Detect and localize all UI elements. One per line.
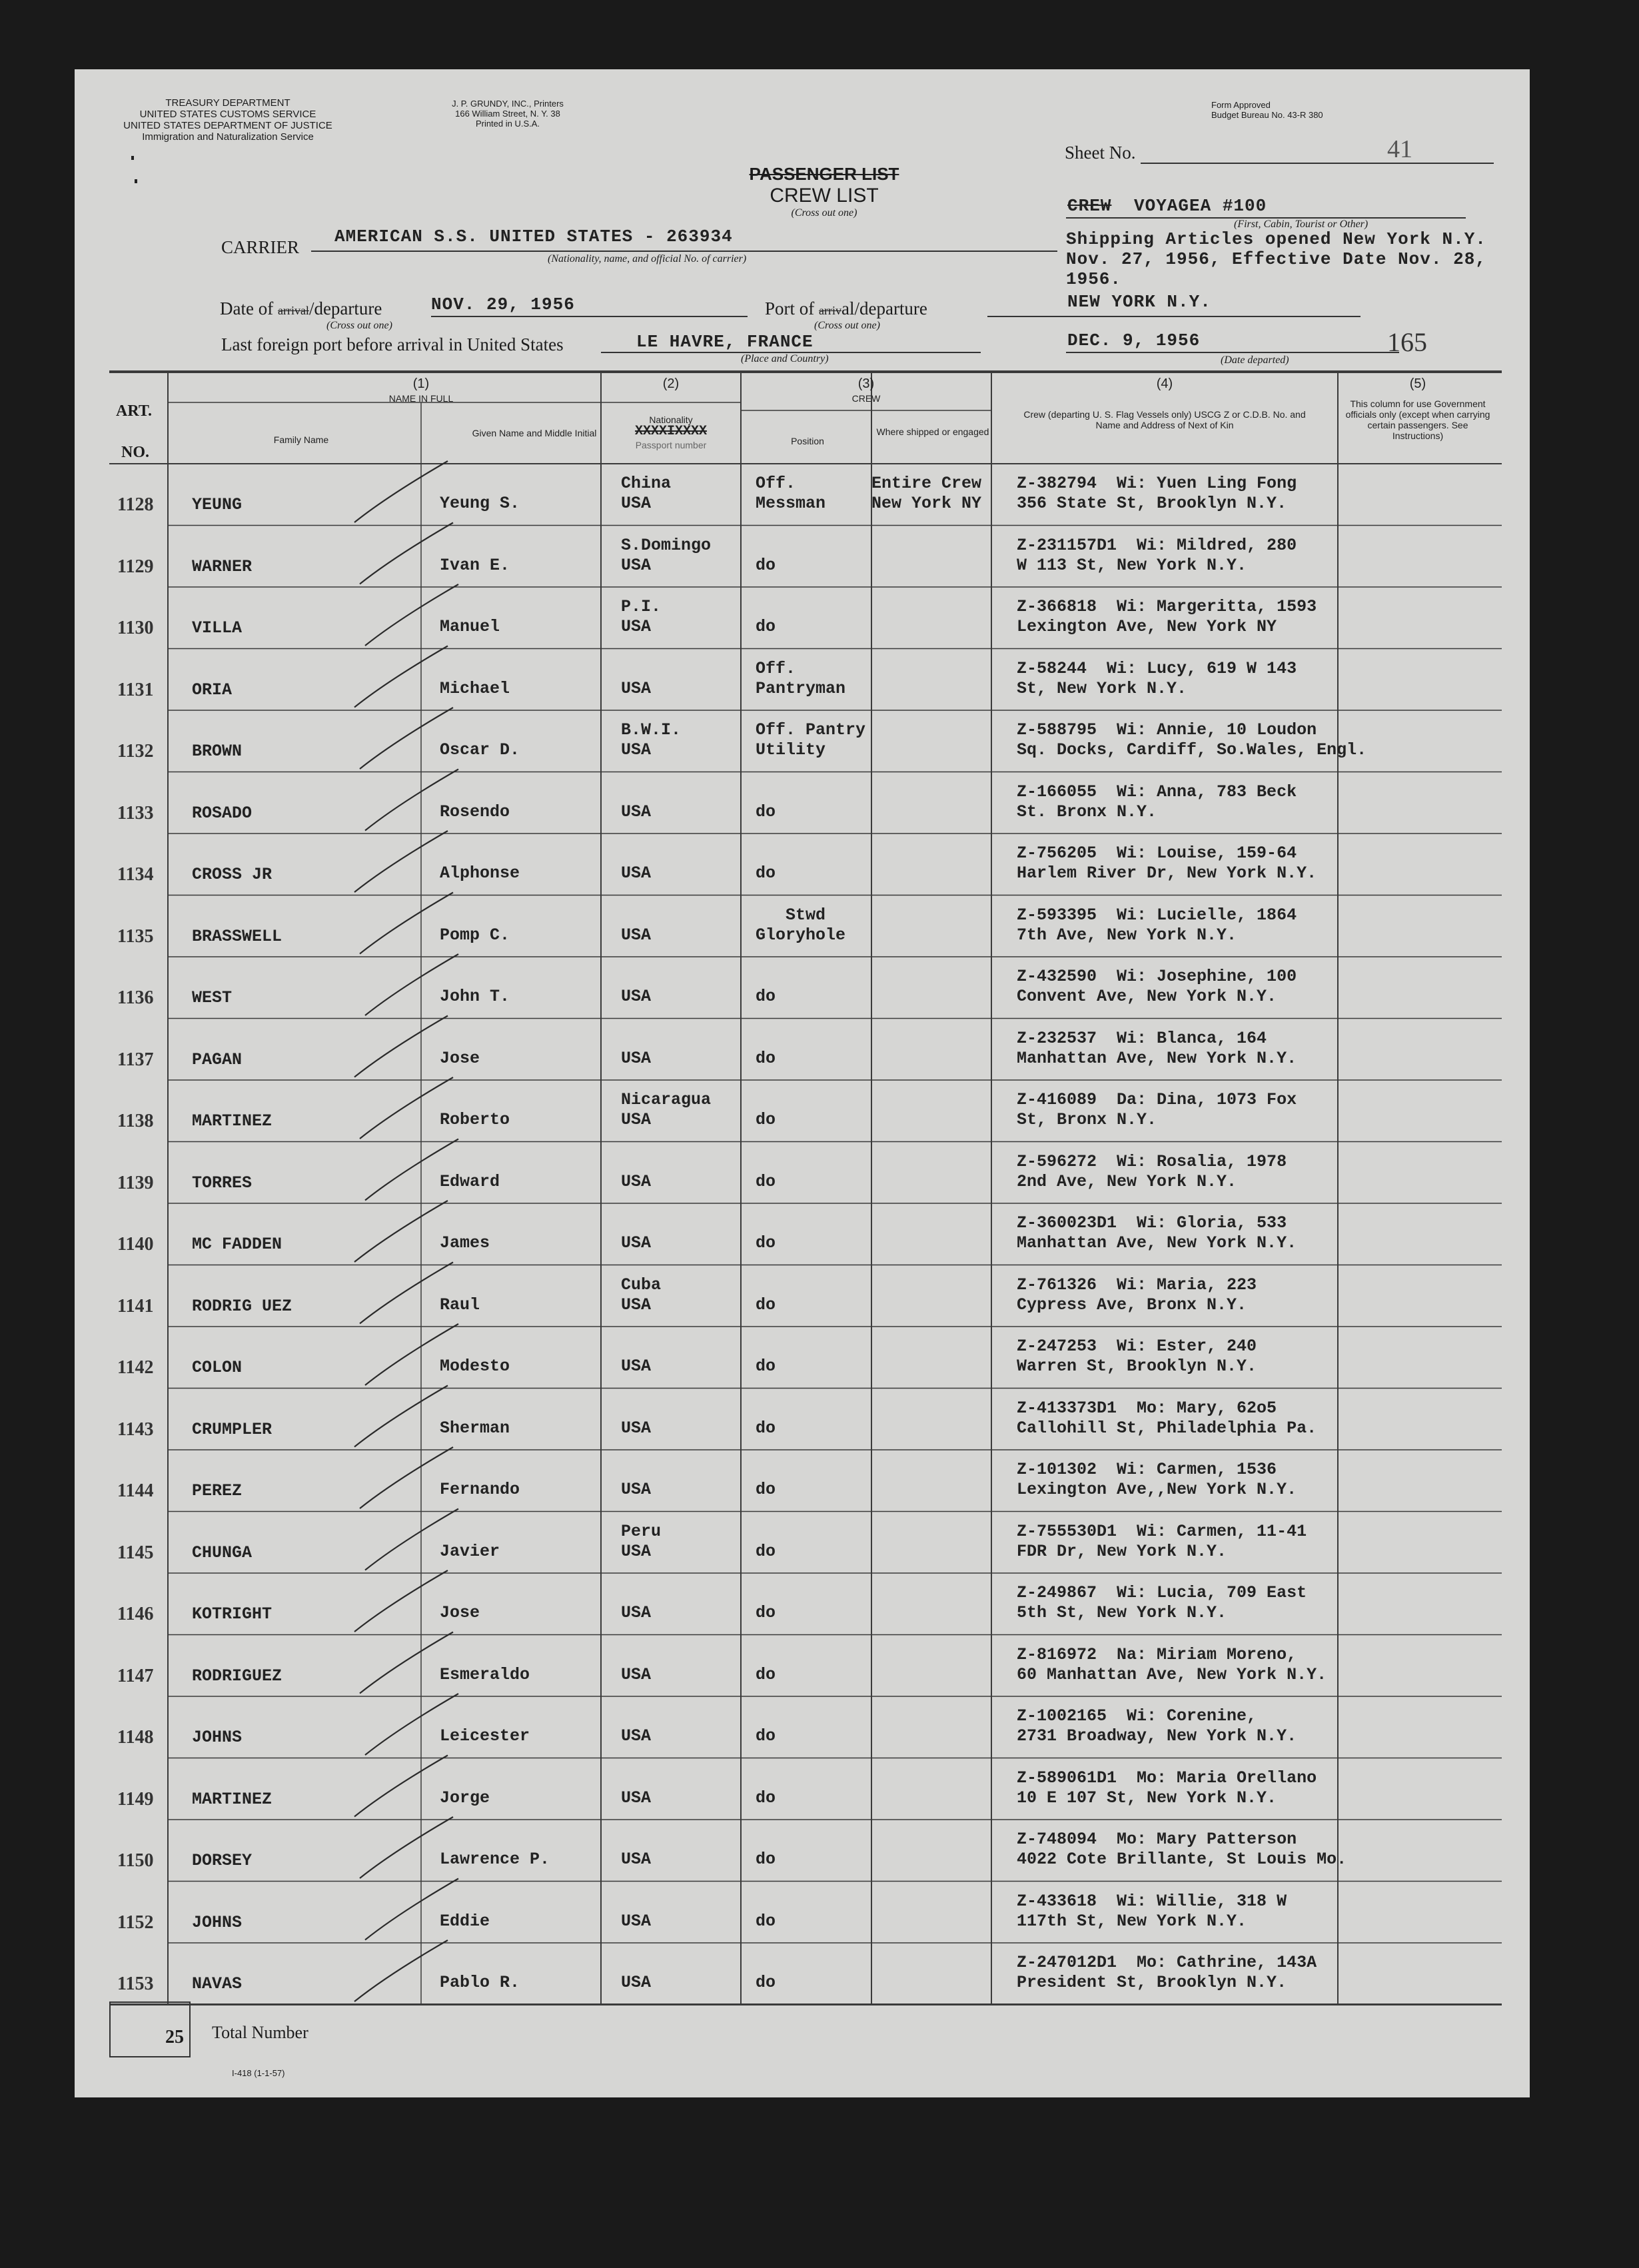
family-name: ORIA: [192, 680, 233, 700]
nationality: USA: [621, 1357, 652, 1376]
nationality: USA: [621, 1110, 652, 1129]
next-of-kin-line-2: Manhattan Ave, New York N.Y.: [1017, 1048, 1297, 1068]
check-mark: [354, 646, 448, 708]
next-of-kin-line-1: Z-755530D1 Wi: Carmen, 11-41: [1017, 1521, 1307, 1541]
position: do: [756, 1603, 776, 1622]
family-name: CRUMPLER: [192, 1419, 273, 1439]
sheet-number: 41: [1387, 135, 1412, 163]
last-port-label: Last foreign port before arrival in United States: [221, 334, 564, 354]
nationality: USA: [621, 1726, 652, 1746]
date-departed-value: DEC. 9, 1956: [1067, 330, 1201, 350]
col3-title: CREW: [851, 393, 881, 404]
agency-line: Immigration and Naturalization Service: [142, 131, 314, 143]
nationality: USA: [621, 987, 652, 1006]
given-name: Ivan E.: [440, 555, 510, 575]
next-of-kin-line-1: Z-231157D1 Wi: Mildred, 280: [1017, 535, 1297, 555]
family-name: PAGAN: [192, 1049, 243, 1069]
articles-line-1: Shipping Articles opened New York N.Y.: [1066, 229, 1486, 249]
check-mark: [354, 461, 448, 522]
given-name: Michael: [440, 678, 510, 698]
next-of-kin-line-2: 117th St, New York N.Y.: [1017, 1911, 1247, 1931]
next-of-kin-line-1: Z-432590 Wi: Josephine, 100: [1017, 967, 1297, 986]
position: do: [756, 617, 776, 636]
nationality: USA: [621, 678, 652, 698]
date-value: NOV. 29, 1956: [431, 294, 575, 314]
nationality-origin: Peru: [621, 1521, 662, 1541]
next-of-kin-line-2: Cypress Ave, Bronx N.Y.: [1017, 1295, 1247, 1315]
check-mark: [360, 1263, 453, 1324]
family-name: MARTINEZ: [192, 1111, 273, 1131]
family-name: CROSS JR: [192, 865, 273, 884]
next-of-kin-line-1: Z-816972 Na: Miriam Moreno,: [1017, 1644, 1297, 1664]
col2-struck: XXXXIXXXX: [634, 424, 708, 439]
nationality: USA: [621, 1850, 652, 1869]
family-name: JOHNS: [192, 1728, 243, 1747]
given-name: Manuel: [440, 617, 500, 636]
next-of-kin-line-2: 2nd Ave, New York N.Y.: [1017, 1171, 1237, 1191]
family-name: YEUNG: [192, 495, 243, 514]
art-number: 1150: [117, 1850, 154, 1871]
art-number: 1146: [117, 1604, 154, 1624]
col1-number: (1): [412, 376, 430, 391]
art-number: 1144: [117, 1480, 154, 1501]
date-departed-hint: (Date departed): [1221, 354, 1289, 366]
given-name: Pablo R.: [440, 1973, 520, 1992]
check-mark: [360, 893, 453, 954]
col4-title: Crew (departing U. S. Flag Vessels only) USCG Z or C.D.B. No. and Name and Address of Next of Kin: [1023, 409, 1306, 430]
where-shipped-line-2: New York NY: [871, 494, 982, 513]
given-name: Edward: [440, 1171, 500, 1191]
nationality: USA: [621, 1788, 652, 1808]
art-number: 1132: [117, 741, 154, 762]
art-number: 1131: [117, 679, 154, 700]
next-of-kin-line-1: Z-249867 Wi: Lucia, 709 East: [1017, 1583, 1307, 1602]
next-of-kin-line-1: Z-416089 Da: Dina, 1073 Fox: [1017, 1090, 1297, 1109]
art-number: 1143: [117, 1418, 154, 1440]
given-name: Sherman: [440, 1418, 510, 1438]
next-of-kin-line-2: 2731 Broadway, New York N.Y.: [1017, 1726, 1297, 1746]
printer-line: Printed in U.S.A.: [475, 119, 540, 129]
next-of-kin-line-2: Harlem River Dr, New York N.Y.: [1017, 863, 1317, 883]
title-struck: PASSENGER LIST: [749, 164, 899, 184]
voyage-value: VOYAGEA #100: [1134, 196, 1267, 216]
position: Gloryhole: [756, 925, 846, 945]
form-title: CREW LIST: [770, 185, 879, 207]
art-number: 1148: [117, 1727, 154, 1748]
port-hint: (Cross out one): [814, 320, 880, 331]
col1-family: Family Name: [273, 434, 329, 445]
art-number: 1141: [117, 1295, 154, 1317]
given-name: Jose: [440, 1603, 480, 1622]
next-of-kin-line-2: Callohill St, Philadelphia Pa.: [1017, 1418, 1317, 1438]
family-name: VILLA: [192, 618, 243, 638]
carrier-hint: (Nationality, name, and official No. of carrier): [548, 253, 747, 265]
family-name: DORSEY: [192, 1851, 253, 1870]
total-label: Total Number: [212, 2023, 308, 2042]
check-mark: [354, 1201, 448, 1262]
nationality: USA: [621, 1480, 652, 1499]
next-of-kin-line-2: St. Bronx N.Y.: [1017, 802, 1157, 822]
given-name: Esmeraldo: [440, 1664, 530, 1684]
printer-line: 166 William Street, N. Y. 38: [455, 109, 560, 119]
form-approved-line: Budget Bureau No. 43-R 380: [1211, 110, 1323, 120]
given-name: John T.: [440, 987, 510, 1006]
check-mark: [360, 1077, 453, 1139]
next-of-kin-line-1: Z-360023D1 Wi: Gloria, 533: [1017, 1213, 1287, 1233]
next-of-kin-line-2: FDR Dr, New York N.Y.: [1017, 1541, 1227, 1561]
art-number: 1133: [117, 802, 154, 824]
check-mark: [354, 1756, 448, 1817]
position: do: [756, 1973, 776, 1992]
next-of-kin-line-2: Sq. Docks, Cardiff, So.Wales, Engl.: [1017, 740, 1367, 760]
next-of-kin-line-2: 60 Manhattan Ave, New York N.Y.: [1017, 1664, 1327, 1684]
nationality: USA: [621, 1171, 652, 1191]
art-number: 1134: [117, 864, 154, 885]
nationality: USA: [621, 1295, 652, 1315]
nationality: USA: [621, 1603, 652, 1622]
position-line-1: Off.: [756, 474, 796, 493]
nationality: USA: [621, 740, 652, 760]
check-mark: [360, 1632, 453, 1694]
next-of-kin-line-2: 5th St, New York N.Y.: [1017, 1603, 1227, 1622]
agency-line: UNITED STATES CUSTOMS SERVICE: [139, 109, 316, 120]
family-name: COLON: [192, 1358, 243, 1377]
check-mark: [354, 1386, 448, 1447]
next-of-kin-line-1: Z-166055 Wi: Anna, 783 Beck: [1017, 782, 1297, 802]
next-of-kin-line-1: Z-232537 Wi: Blanca, 164: [1017, 1028, 1267, 1048]
sheet-label: Sheet No.: [1065, 143, 1136, 163]
nationality-origin: Cuba: [621, 1275, 662, 1295]
col3-number: (3): [857, 376, 875, 391]
check-mark: [360, 708, 453, 769]
position: Utility: [756, 740, 826, 760]
family-name: TORRES: [192, 1173, 253, 1193]
nationality-origin: S.Domingo: [621, 535, 712, 555]
date-label-post: /departure: [308, 298, 382, 318]
table-grid: [75, 69, 1530, 2097]
given-name: Oscar D.: [440, 740, 520, 760]
next-of-kin-line-1: Z-596272 Wi: Rosalia, 1978: [1017, 1151, 1287, 1171]
nationality: USA: [621, 494, 652, 513]
given-name: Javier: [440, 1541, 500, 1561]
next-of-kin-line-2: Lexington Ave,,New York N.Y.: [1017, 1480, 1297, 1499]
given-name: Jorge: [440, 1788, 490, 1808]
art-number: 1153: [117, 1974, 154, 1994]
carrier-value: AMERICAN S.S. UNITED STATES - 263934: [334, 227, 733, 247]
position: do: [756, 1418, 776, 1438]
form-approved-line: Form Approved: [1211, 100, 1271, 110]
family-name: BROWN: [192, 742, 243, 761]
art-header: ART.: [116, 402, 153, 420]
col1-title: NAME IN FULL: [388, 393, 454, 404]
date-label-struck: arrival: [277, 304, 309, 317]
nationality: USA: [621, 1973, 652, 1992]
given-name: Alphonse: [440, 863, 520, 883]
position: Messman: [756, 494, 826, 513]
position: do: [756, 1541, 776, 1561]
total-value: 25: [165, 2027, 184, 2047]
nationality-origin: China: [621, 474, 672, 493]
nationality: USA: [621, 617, 652, 636]
col2-number: (2): [662, 376, 680, 391]
position-line-1: Stwd: [756, 905, 826, 925]
next-of-kin-line-1: Z-588795 Wi: Annie, 10 Loudon: [1017, 720, 1317, 740]
family-name: JOHNS: [192, 1912, 243, 1932]
family-name: PEREZ: [192, 1481, 243, 1500]
next-of-kin-line-2: Convent Ave, New York N.Y.: [1017, 987, 1277, 1006]
position: do: [756, 555, 776, 575]
port-value: NEW YORK N.Y.: [1067, 292, 1211, 312]
family-name: MC FADDEN: [192, 1235, 282, 1254]
art-number: 1149: [117, 1788, 154, 1810]
next-of-kin-line-2: 4022 Cote Brillante, St Louis Mo.: [1017, 1850, 1347, 1869]
next-of-kin-line-2: 356 State St, Brooklyn N.Y.: [1017, 494, 1287, 513]
nationality: USA: [621, 555, 652, 575]
title-hint: (Cross out one): [791, 207, 857, 219]
art-number: 1130: [117, 618, 154, 638]
nationality-origin: P.I.: [621, 597, 662, 616]
next-of-kin-line-1: Z-589061D1 Mo: Maria Orellano: [1017, 1768, 1317, 1788]
art-number: 1129: [117, 556, 154, 577]
next-of-kin-line-1: Z-366818 Wi: Margeritta, 1593: [1017, 597, 1317, 616]
nationality: USA: [621, 802, 652, 822]
agency-line: TREASURY DEPARTMENT: [165, 97, 290, 109]
port-label-post: al/departure: [841, 298, 927, 318]
given-name: Raul: [440, 1295, 480, 1315]
family-name: MARTINEZ: [192, 1789, 273, 1809]
check-mark: [360, 1817, 453, 1878]
art-number: 1145: [117, 1542, 154, 1563]
given-name: Eddie: [440, 1911, 490, 1931]
crew-list-form: [75, 69, 1530, 2097]
art-number: 1139: [117, 1172, 154, 1193]
next-of-kin-line-1: Z-382794 Wi: Yuen Ling Fong: [1017, 474, 1297, 493]
check-mark: [354, 1570, 448, 1632]
class-hint: (First, Cabin, Tourist or Other): [1234, 219, 1368, 230]
next-of-kin-line-2: W 113 St, New York N.Y.: [1017, 555, 1247, 575]
art-number: 1140: [117, 1234, 154, 1255]
articles-line-2: Nov. 27, 1956, Effective Date Nov. 28, 1956.: [1066, 249, 1486, 289]
nationality: USA: [621, 1664, 652, 1684]
no-header: NO.: [121, 444, 149, 461]
position-line-1: Off.: [756, 658, 796, 678]
next-of-kin-line-1: Z-433618 Wi: Willie, 318 W: [1017, 1891, 1287, 1911]
nationality: USA: [621, 1418, 652, 1438]
next-of-kin-line-1: Z-1002165 Wi: Corenine,: [1017, 1706, 1257, 1726]
col3-position: Position: [791, 436, 824, 446]
form-code: I-418 (1-1-57): [232, 2068, 285, 2078]
art-number: 1135: [117, 925, 154, 947]
nationality-origin: Nicaragua: [621, 1090, 712, 1109]
stamp-number: 165: [1387, 327, 1427, 357]
position: do: [756, 1110, 776, 1129]
col5-number: (5): [1409, 376, 1426, 391]
next-of-kin-line-2: St, New York N.Y.: [1017, 678, 1187, 698]
date-label-pre: Date of: [220, 298, 274, 318]
position: do: [756, 1726, 776, 1746]
position: do: [756, 802, 776, 822]
art-number: 1152: [117, 1912, 154, 1933]
given-name: Roberto: [440, 1110, 510, 1129]
check-mark: [354, 831, 448, 892]
next-of-kin-line-2: Lexington Ave, New York NY: [1017, 617, 1277, 636]
family-name: KOTRIGHT: [192, 1604, 273, 1624]
last-port-hint: (Place and Country): [741, 353, 829, 364]
position: do: [756, 1233, 776, 1253]
given-name: Yeung S.: [440, 494, 520, 513]
where-shipped-line-1: Entire Crew: [871, 474, 982, 493]
nationality: USA: [621, 925, 652, 945]
family-name: WEST: [192, 988, 233, 1007]
next-of-kin-line-1: Z-756205 Wi: Louise, 159-64: [1017, 844, 1297, 863]
next-of-kin-line-1: Z-748094 Mo: Mary Patterson: [1017, 1830, 1297, 1849]
check-mark: [354, 1016, 448, 1077]
next-of-kin-line-2: 10 E 107 St, New York N.Y.: [1017, 1788, 1277, 1808]
art-number: 1142: [117, 1357, 154, 1378]
art-number: 1147: [117, 1665, 154, 1686]
family-name: ROSADO: [192, 803, 253, 823]
date-hint: (Cross out one): [326, 320, 392, 331]
check-mark: [360, 1447, 453, 1508]
next-of-kin-line-2: 7th Ave, New York N.Y.: [1017, 925, 1237, 945]
next-of-kin-line-1: Z-593395 Wi: Lucielle, 1864: [1017, 905, 1297, 925]
family-name: RODRIGUEZ: [192, 1666, 282, 1686]
total-box: [109, 2001, 191, 2057]
check-mark: [354, 1940, 448, 2001]
next-of-kin-line-1: Z-247253 Wi: Ester, 240: [1017, 1337, 1257, 1356]
position: do: [756, 1357, 776, 1376]
family-name: RODRIG UEZ: [192, 1296, 292, 1316]
next-of-kin-line-1: Z-761326 Wi: Maria, 223: [1017, 1275, 1257, 1295]
col2-sub: Passport number: [635, 440, 707, 450]
col2-title: Nationality: [649, 414, 693, 425]
family-name: CHUNGA: [192, 1542, 253, 1562]
nationality-origin: B.W.I.: [621, 720, 682, 740]
position: do: [756, 1295, 776, 1315]
nationality: USA: [621, 863, 652, 883]
next-of-kin-line-2: Manhattan Ave, New York N.Y.: [1017, 1233, 1297, 1253]
col3-where: Where shipped or engaged: [876, 426, 989, 437]
position: do: [756, 1788, 776, 1808]
next-of-kin-line-1: Z-413373D1 Mo: Mary, 62o5: [1017, 1398, 1277, 1418]
position: Pantryman: [756, 678, 846, 698]
agency-line: UNITED STATES DEPARTMENT OF JUSTICE: [123, 120, 332, 131]
family-name: BRASSWELL: [192, 926, 282, 946]
position-line-1: Off. Pantry: [756, 720, 866, 740]
nationality: USA: [621, 1541, 652, 1561]
col4-number: (4): [1156, 376, 1173, 391]
position: do: [756, 1171, 776, 1191]
position: do: [756, 863, 776, 883]
given-name: Leicester: [440, 1726, 530, 1746]
next-of-kin-line-2: President St, Brooklyn N.Y.: [1017, 1973, 1287, 1992]
position: do: [756, 1048, 776, 1068]
given-name: Modesto: [440, 1357, 510, 1376]
given-name: Pomp C.: [440, 925, 510, 945]
art-number: 1136: [117, 987, 154, 1008]
position: do: [756, 1664, 776, 1684]
family-name: NAVAS: [192, 1974, 243, 1993]
position: do: [756, 1480, 776, 1499]
port-label-struck: arriv: [819, 304, 841, 317]
next-of-kin-line-2: St, Bronx N.Y.: [1017, 1110, 1157, 1129]
nationality: USA: [621, 1911, 652, 1931]
given-name: Rosendo: [440, 802, 510, 822]
position: do: [756, 987, 776, 1006]
position: do: [756, 1850, 776, 1869]
port-label-pre: Port of: [765, 298, 815, 318]
given-name: Lawrence P.: [440, 1850, 550, 1869]
nationality: USA: [621, 1233, 652, 1253]
class-struck: CREW: [1067, 196, 1112, 216]
given-name: Fernando: [440, 1480, 520, 1499]
art-number: 1128: [117, 494, 154, 515]
carrier-label: CARRIER: [221, 237, 300, 257]
col5-title: This column for use Government officials only (except when carrying certain passengers. See Instructions): [1345, 398, 1490, 441]
given-name: James: [440, 1233, 490, 1253]
last-port-value: LE HAVRE, FRANCE: [636, 332, 814, 352]
family-name: WARNER: [192, 556, 253, 576]
col1-given: Given Name and Middle Initial: [472, 428, 597, 438]
art-number: 1138: [117, 1111, 154, 1131]
check-mark: [360, 523, 453, 584]
art-number: 1137: [117, 1049, 154, 1070]
position: do: [756, 1911, 776, 1931]
next-of-kin-line-2: Warren St, Brooklyn N.Y.: [1017, 1357, 1257, 1376]
printer-line: J. P. GRUNDY, INC., Printers: [452, 99, 564, 109]
next-of-kin-line-1: Z-101302 Wi: Carmen, 1536: [1017, 1460, 1277, 1479]
given-name: Jose: [440, 1048, 480, 1068]
next-of-kin-line-1: Z-58244 Wi: Lucy, 619 W 143: [1017, 658, 1297, 678]
nationality: USA: [621, 1048, 652, 1068]
next-of-kin-line-1: Z-247012D1 Mo: Cathrine, 143A: [1017, 1953, 1317, 1972]
